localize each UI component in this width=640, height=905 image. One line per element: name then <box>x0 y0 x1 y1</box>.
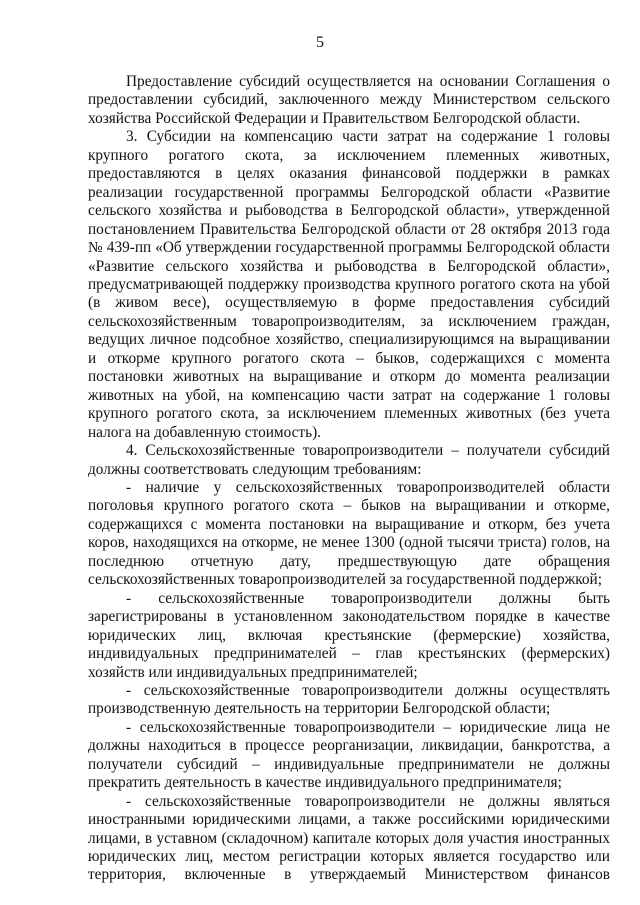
requirement-not-foreign: - сельскохозяйственные товаропроизводители не должны являться иностранными юридическими лицами, а также российскими юридическими лицами, в уставном (складочном) капитале которых доля участия иностранных юридических лиц, местом регистрации которых является государство или территория, включенные в утверждаемый Министерством финансов <box>88 792 610 884</box>
requirement-registration: - сельскохозяйственные товаропроизводители должны быть зарегистрированы в установленном законодательством порядке в качестве юридических лиц, включая крестьянские (фермерские) хозяйства, индивидуальных предпринимателей – глав крестьянских (фермерских) хозяйств или индивидуальных предпринимателей; <box>88 589 610 681</box>
requirement-no-reorganization: - сельскохозяйственные товаропроизводители – юридические лица не должны находиться в процессе реорганизации, ликвидации, банкротства, а получатели субсидий – индивидуальные предприниматели не должны прекратить деятельность в качестве индивидуального предпринимателя; <box>88 718 610 792</box>
document-body <box>88 73 610 885</box>
paragraph-item-4: 4. Сельскохозяйственные товаропроизводители – получатели субсидий должны соответствовать следующим требованиям: <box>88 442 610 478</box>
requirement-livestock-count: - наличие у сельскохозяйственных товаропроизводителей области поголовья крупного рогатого скота – быков на выращивании и откорме, содержащихся с момента постановки на выращивание и откорм, без учета коров, находящихся на откорме, не менее 1300 (одной тысячи триста) голов, на последнюю отчетную дату, предшествующую дате обращения сельскохозяйственных товаропроизводителей за государственной поддержкой; <box>88 478 610 589</box>
requirement-territory: - сельскохозяйственные товаропроизводители должны осуществлять производственную деятельность на территории Белгородской области; <box>88 681 610 718</box>
paragraph-subsidy-basis: Предоставление субсидий осуществляется на основании Соглашения о предоставлении субсидий, заключенного между Министерством сельского хозяйства Российской Федерации и Правительством Белгородской области. <box>88 73 610 127</box>
paragraph-item-3: 3. Субсидии на компенсацию части затрат на содержание 1 головы крупного рогатого скота, за исключением племенных животных, предоставляются в целях оказания финансовой поддержки в рамках реализации государственной программы Белгородской области «Развитие сельского хозяйства и рыбоводства в Белгородской области», утвержденной постановлением Правительства Белгородской области от 28 октября 2013 года № 439-пп «Об утверждении государственной программы Белгородской области «Развитие сельского хозяйства и рыбоводства в Белгородской области», предусматривающей поддержку производства крупного рогатого скота на убой (в живом весе), осуществляемую в форме предоставления субсидий сельскохозяйственным товаропроизводителям, за исключением граждан, ведущих личное подсобное хозяйство, специализирующимся на выращивании и откорме крупного рогатого скота – быков, содержащихся с момента постановки животных на выращивание и откорм до момента реализации животных на убой, на компенсацию части затрат на содержание 1 головы крупного рогатого скота, за исключением племенных животных (без учета налога на добавленную стоимость). <box>88 128 610 441</box>
page-number: 5 <box>316 34 324 51</box>
